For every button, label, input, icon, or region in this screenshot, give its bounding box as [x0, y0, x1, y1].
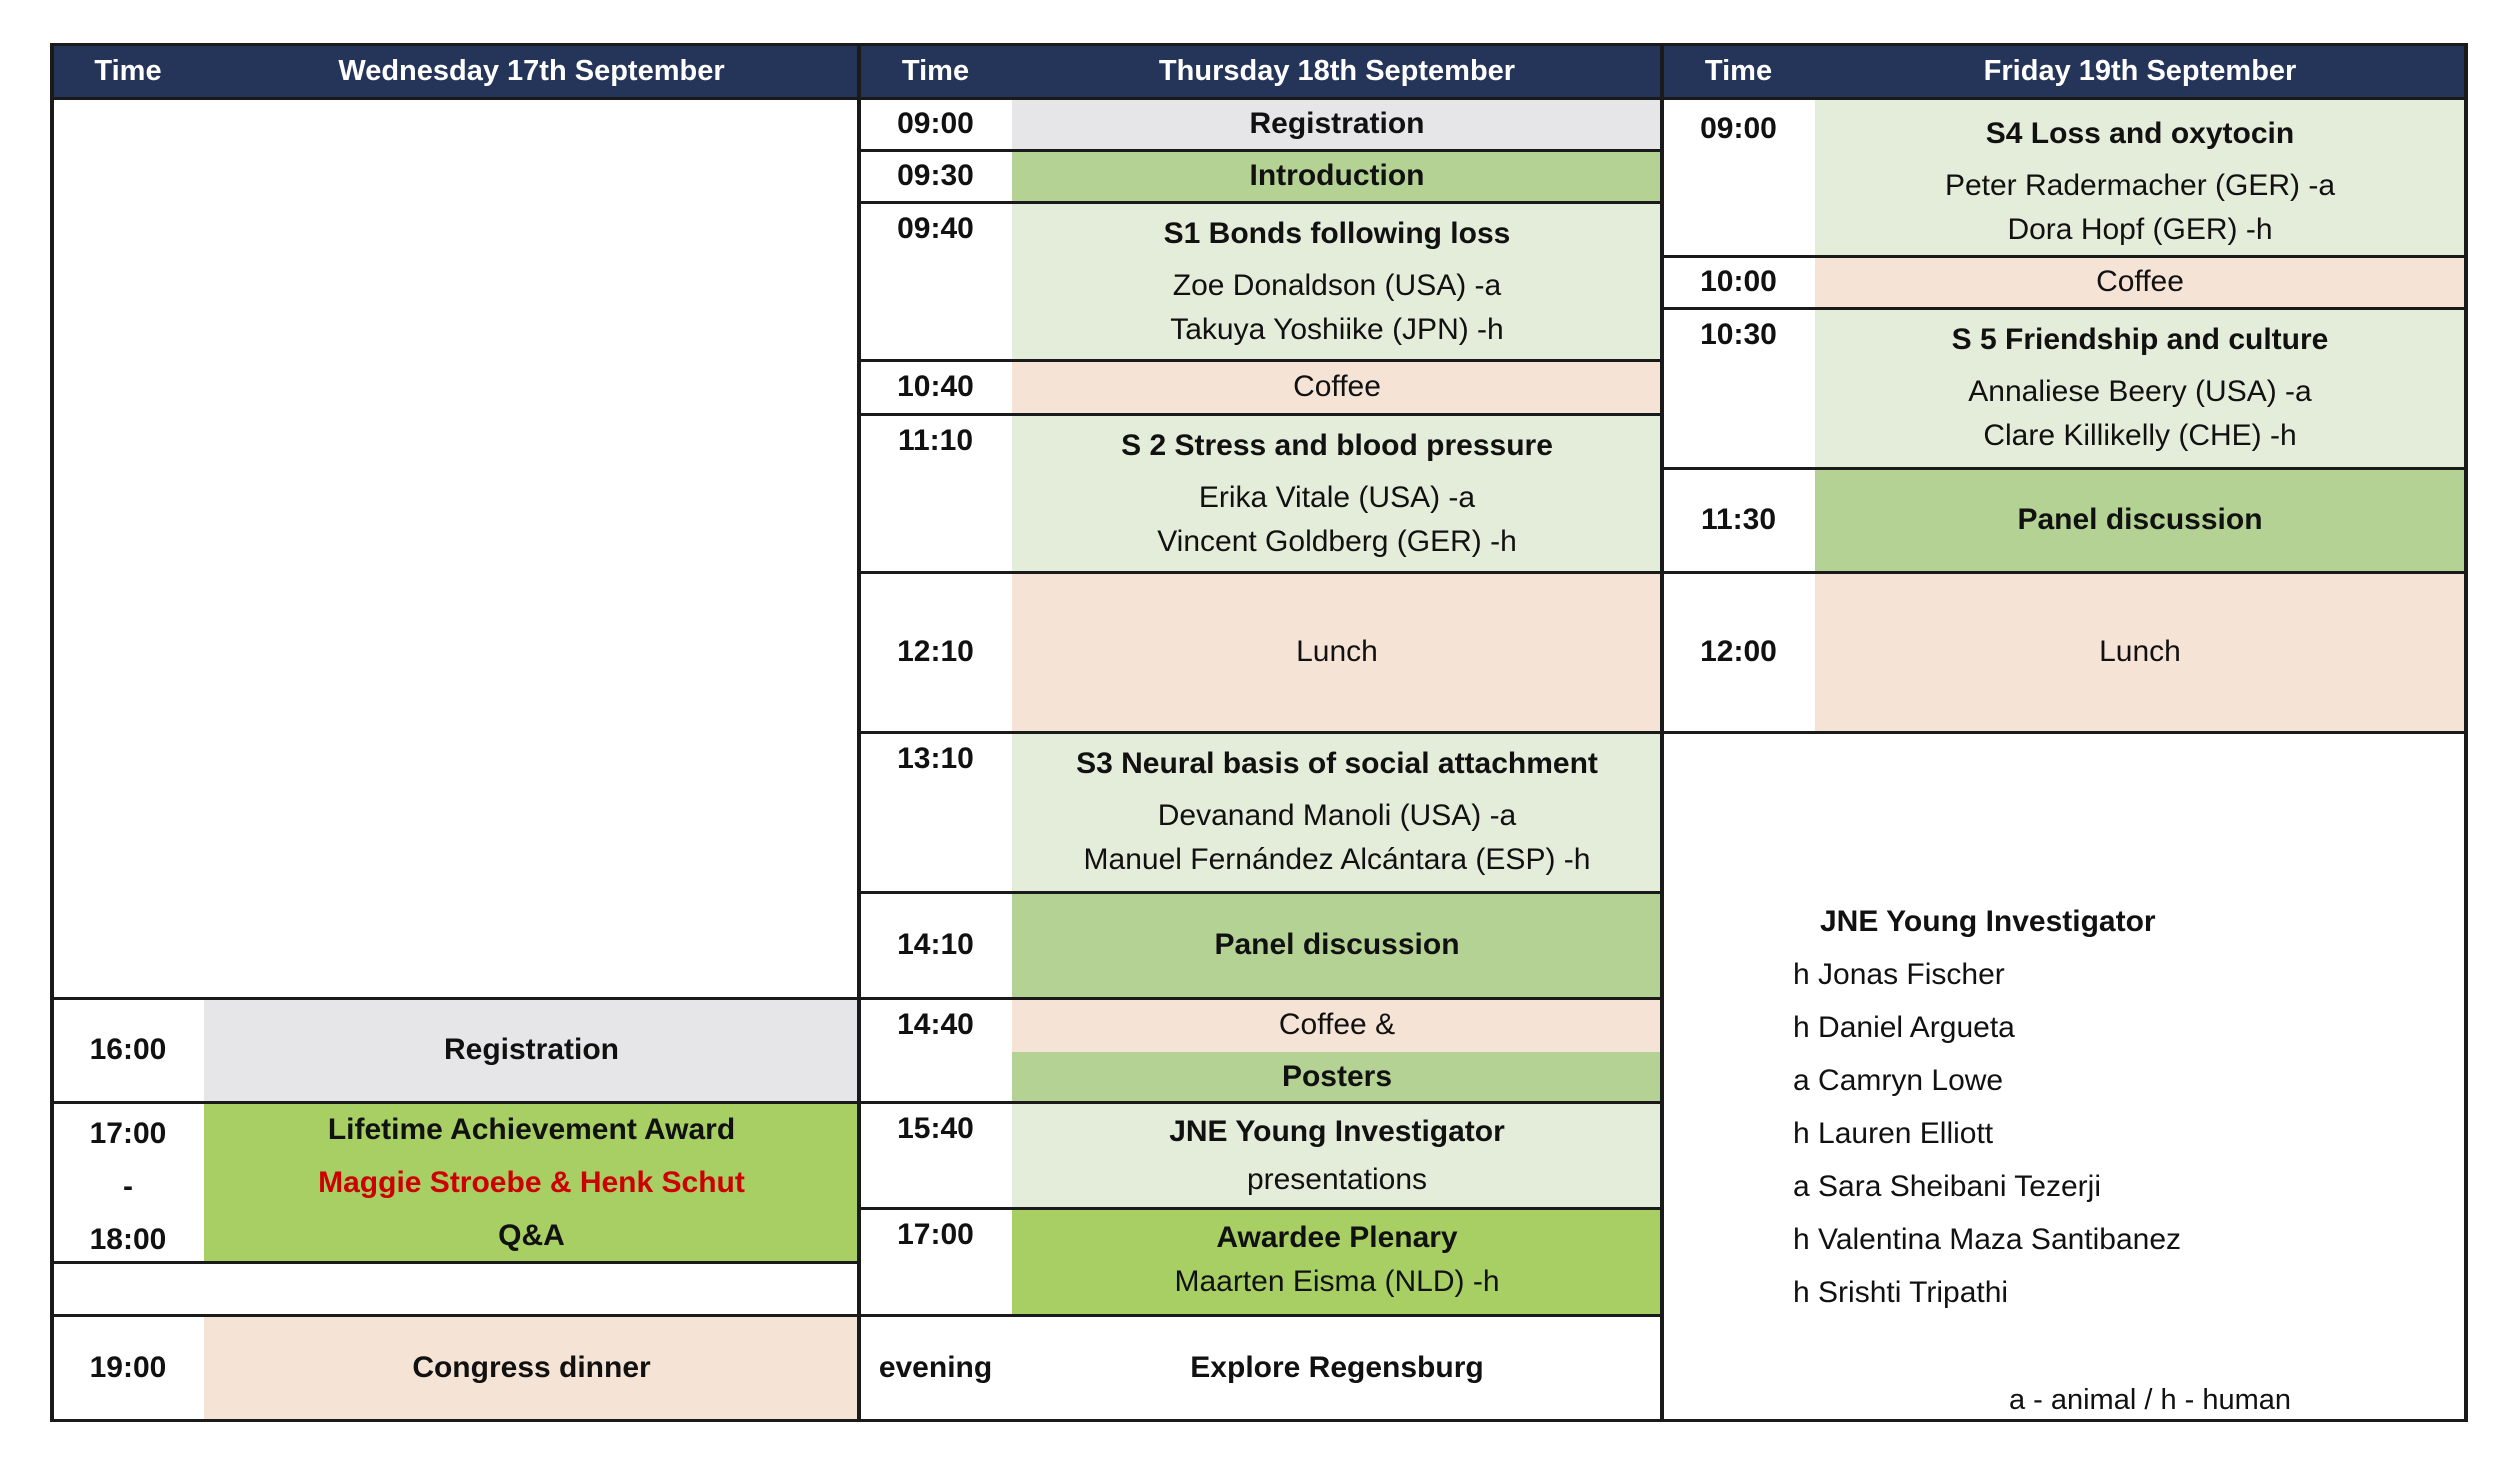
grid-line — [1660, 467, 2466, 470]
fri-lunch-title: Lunch — [2099, 635, 2181, 668]
thu-posters — [1012, 1052, 1662, 1102]
thu-plenary — [1012, 1208, 1662, 1316]
fri-s4 — [1815, 98, 2465, 256]
wed-award-time-start: 17:00 — [89, 1117, 167, 1150]
list-item — [1793, 1112, 2443, 1165]
thu-coffee2-time: 14:40 — [897, 1008, 974, 1041]
fri-panel-time: 11:30 — [1700, 503, 1777, 536]
wed-dinner-title: Congress dinner — [412, 1351, 651, 1384]
thu-s3 — [1012, 732, 1662, 892]
thu-introduction — [1012, 150, 1662, 202]
grid-line — [50, 43, 2468, 46]
grid-line — [857, 891, 1662, 894]
thu-coffee1 — [1012, 360, 1662, 414]
thu-s1-time: 09:40 — [897, 212, 974, 245]
grid-line — [857, 1101, 1662, 1104]
grid-line — [857, 359, 1662, 362]
list-item — [1793, 1006, 2443, 1059]
thu-registration-title: Registration — [1249, 107, 1425, 140]
wed-registration-time: 16:00 — [89, 1033, 167, 1066]
thu-s1-title: S1 Bonds following loss — [1163, 217, 1511, 250]
thu-registration-time: 09:00 — [897, 107, 974, 140]
grid-line — [857, 731, 1662, 734]
fri-s4-speaker: Dora Hopf (GER) -h — [2007, 213, 2273, 246]
grid-line — [857, 997, 1662, 1000]
fri-panel-title: Panel discussion — [2017, 503, 2263, 536]
list-item — [1793, 1165, 2443, 1218]
grid-line — [857, 413, 1662, 416]
thu-coffee2-title: Coffee & — [1278, 1008, 1396, 1041]
wed-award-qa: Q&A — [498, 1218, 565, 1252]
list-item — [1793, 953, 2443, 1006]
thu-lunch-title: Lunch — [1296, 635, 1378, 668]
thu-coffee2 — [1012, 998, 1662, 1052]
thu-s1 — [1012, 202, 1662, 360]
grid-line — [50, 43, 54, 1422]
investigator-name: Valentina Maza Santibanez — [1818, 1223, 2182, 1256]
investigator-type: a — [1793, 1170, 1810, 1203]
fri-s5-time: 10:30 — [1700, 318, 1777, 351]
grid-line — [1660, 307, 2466, 310]
fri-s4-speaker: Peter Radermacher (GER) -a — [1944, 169, 2336, 202]
fri-s5-title: S 5 Friendship and culture — [1951, 323, 2329, 356]
thu-evening-time: evening — [878, 1351, 993, 1384]
grid-line — [1660, 571, 2466, 574]
thu-jne — [1012, 1102, 1662, 1208]
thu-s3-speaker: Manuel Fernández Alcántara (ESP) -h — [1083, 843, 1591, 876]
thu-lunch-time: 12:10 — [897, 635, 974, 668]
grid-line — [50, 997, 859, 1000]
fri-s5-speaker: Annaliese Beery (USA) -a — [1968, 375, 2312, 408]
thu-evening-title: Explore Regensburg — [1190, 1351, 1484, 1384]
thu-s3-title: S3 Neural basis of social attachment — [1076, 747, 1598, 780]
thu-coffee1-time: 10:40 — [897, 370, 974, 403]
list-item — [1793, 1271, 2443, 1324]
wed-registration-title: Registration — [443, 1033, 620, 1066]
header-friday: Friday 19th September — [1815, 45, 2465, 98]
thu-evening — [1012, 1316, 1662, 1420]
thu-plenary-speaker: Maarten Eisma (NLD) -h — [1174, 1265, 1500, 1298]
thu-s2-speaker: Vincent Goldberg (GER) -h — [1157, 525, 1517, 558]
investigator-type: h — [1793, 1223, 1810, 1256]
wed-dinner-time: 19:00 — [89, 1351, 167, 1384]
thu-plenary-time: 17:00 — [897, 1218, 974, 1251]
thu-s2-time: 11:10 — [897, 424, 974, 457]
wed-dinner — [204, 1316, 859, 1420]
investigator-name: Jonas Fischer — [1818, 958, 2005, 991]
wed-award-time-end: 18:00 — [89, 1223, 167, 1256]
thu-s2-title: S 2 Stress and blood pressure — [1121, 429, 1553, 462]
wed-registration — [204, 998, 859, 1102]
grid-line — [857, 1207, 1662, 1210]
thu-s1-speaker: Takuya Yoshiike (JPN) -h — [1170, 313, 1504, 346]
investigator-type: h — [1793, 958, 1810, 991]
thu-introduction-time: 09:30 — [897, 159, 974, 192]
header-time-thu: Time — [859, 45, 1012, 98]
investigator-type: a — [1793, 1064, 1810, 1097]
wed-empty-block — [52, 98, 859, 998]
investigator-type: h — [1793, 1117, 1810, 1150]
grid-line — [857, 1314, 1662, 1317]
thu-s2-speaker: Erika Vitale (USA) -a — [1198, 481, 1476, 514]
thu-coffee1-title: Coffee — [1293, 370, 1381, 403]
thu-posters-title: Posters — [1281, 1060, 1393, 1093]
grid-line — [857, 571, 1662, 574]
thu-lunch — [1012, 572, 1662, 732]
fri-lunch-time: 12:00 — [1700, 635, 1777, 668]
investigator-type: h — [1793, 1276, 1810, 1309]
grid-line — [857, 201, 1662, 204]
thu-panel — [1012, 892, 1662, 998]
investigator-name: Camryn Lowe — [1818, 1064, 2004, 1097]
grid-line — [50, 1419, 2468, 1422]
grid-line — [50, 1261, 859, 1264]
list-item — [1793, 1059, 2443, 1112]
grid-line — [50, 1314, 859, 1317]
thu-s3-time: 13:10 — [897, 742, 974, 775]
investigator-name: Lauren Elliott — [1818, 1117, 1994, 1150]
thu-registration — [1012, 98, 1662, 150]
fri-s5 — [1815, 308, 2465, 468]
grid-line — [857, 149, 1662, 152]
fri-coffee-title: Coffee — [2096, 265, 2184, 298]
fri-lunch — [1815, 572, 2465, 732]
wed-award-title: Lifetime Achievement Award — [327, 1112, 736, 1146]
investigator-type: h — [1793, 1011, 1810, 1044]
header-wednesday: Wednesday 17th September — [204, 45, 859, 98]
investigator-name: Sara Sheibani Tezerji — [1818, 1170, 2101, 1203]
thu-s1-speaker: Zoe Donaldson (USA) -a — [1172, 269, 1502, 302]
fri-coffee-time: 10:00 — [1700, 265, 1777, 298]
fri-s5-speaker: Clare Killikelly (CHE) -h — [1983, 419, 2297, 452]
header-thursday: Thursday 18th September — [1012, 45, 1662, 98]
thu-panel-time: 14:10 — [897, 928, 974, 961]
investigator-name: Srishti Tripathi — [1818, 1276, 2009, 1309]
thu-jne-time: 15:40 — [897, 1112, 974, 1145]
thu-introduction-title: Introduction — [1249, 159, 1425, 192]
header-time-wed: Time — [52, 45, 204, 98]
fri-coffee — [1815, 256, 2465, 308]
wed-award-time-dash: - — [123, 1170, 133, 1203]
thu-s3-speaker: Devanand Manoli (USA) -a — [1157, 799, 1517, 832]
grid-line — [50, 1101, 859, 1104]
fri-jne-title: JNE Young Investigator — [1820, 905, 2156, 938]
fri-s4-title: S4 Loss and oxytocin — [1985, 117, 2295, 150]
thu-jne-title: JNE Young Investigator — [1169, 1115, 1505, 1148]
fri-jne-list — [1793, 953, 2443, 1324]
list-item — [1793, 1218, 2443, 1271]
investigator-name: Daniel Argueta — [1818, 1011, 2015, 1044]
grid-line — [50, 97, 2468, 100]
fri-s4-time: 09:00 — [1700, 112, 1777, 145]
grid-line — [1660, 255, 2466, 258]
thu-panel-title: Panel discussion — [1214, 928, 1460, 961]
header-time-fri: Time — [1662, 45, 1815, 98]
fri-legend: a - animal / h - human — [2008, 1384, 2292, 1416]
wed-award — [204, 1102, 859, 1262]
fri-panel — [1815, 468, 2465, 572]
grid-line — [1660, 731, 2466, 734]
thu-jne-subtitle: presentations — [1246, 1163, 1428, 1196]
thu-s2 — [1012, 414, 1662, 572]
thu-plenary-title: Awardee Plenary — [1216, 1221, 1458, 1254]
wed-award-names: Maggie Stroebe & Henk Schut — [318, 1165, 745, 1199]
